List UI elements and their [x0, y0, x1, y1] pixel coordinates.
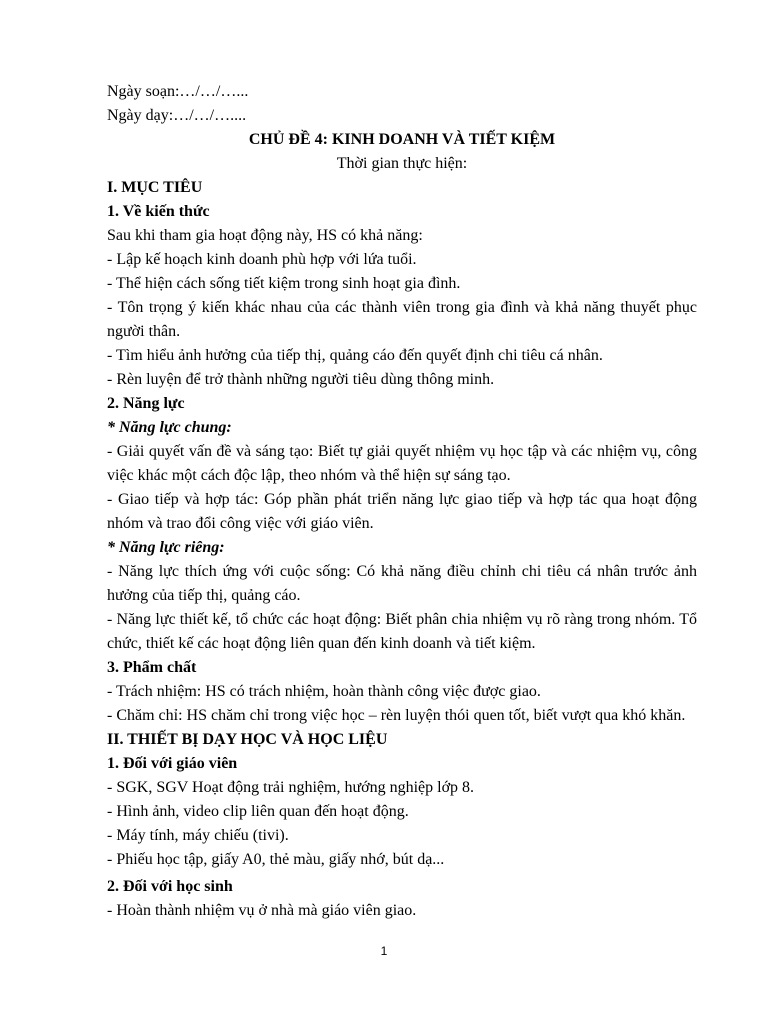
quality-item: - Trách nhiệm: HS có trách nhiệm, hoàn thành công việc được giao.	[107, 683, 541, 700]
knowledge-item: - Rèn luyện để trở thành những người tiêu dùng thông minh.	[107, 371, 495, 388]
general-competence-item: - Giải quyết vấn đề và sáng tạo: Biết tự giải quyết nhiệm vụ học tập và các nhiệm vụ, công việc khác một cách độc lập, theo nhóm và thể hiện sự sáng tạo.	[107, 443, 697, 484]
knowledge-heading: 1. Về kiến thức	[107, 203, 210, 220]
general-competence-item: - Giao tiếp và hợp tác: Góp phần phát triển năng lực giao tiếp và hợp tác qua hoạt động nhóm và trao đổi công việc với giáo viên.	[107, 491, 697, 532]
specific-competence-item: - Năng lực thiết kế, tổ chức các hoạt động: Biết phân chia nhiệm vụ rõ ràng trong nhóm. Tổ chức, thiết kế các hoạt động liên quan đến kinh doanh và tiết kiệm.	[107, 611, 697, 652]
prep-date: Ngày soạn:…/…/…...	[107, 83, 249, 100]
teacher-heading: 1. Đối với giáo viên	[107, 755, 238, 772]
knowledge-item: - Tôn trọng ý kiến khác nhau của các thành viên trong gia đình và khả năng thuyết phục người thân.	[107, 299, 697, 340]
knowledge-item: - Tìm hiểu ảnh hưởng của tiếp thị, quảng cáo đến quyết định chi tiêu cá nhân.	[107, 347, 603, 364]
topic-title: CHỦ ĐỀ 4: KINH DOANH VÀ TIẾT KIỆM	[248, 131, 556, 148]
quality-heading: 3. Phẩm chất	[107, 659, 197, 676]
duration-label: Thời gian thực hiện:	[336, 155, 468, 172]
general-competence-heading: * Năng lực chung:	[107, 419, 232, 436]
student-item: - Hoàn thành nhiệm vụ ở nhà mà giáo viên giao.	[107, 902, 417, 919]
knowledge-intro: Sau khi tham gia hoạt động này, HS có khả năng:	[107, 227, 423, 244]
knowledge-item: - Thể hiện cách sống tiết kiệm trong sinh hoạt gia đình.	[107, 275, 461, 292]
specific-competence-item: - Năng lực thích ứng với cuộc sống: Có khả năng điều chỉnh chi tiêu cá nhân trước ảnh hưởng của tiếp thị, quảng cáo.	[107, 563, 697, 604]
teacher-item: - Phiếu học tập, giấy A0, thẻ màu, giấy nhớ, bút dạ...	[107, 851, 445, 868]
section-equipment-heading: II. THIẾT BỊ DẠY HỌC VÀ HỌC LIỆU	[107, 731, 388, 748]
competence-heading: 2. Năng lực	[107, 395, 185, 412]
teacher-item: - Máy tính, máy chiếu (tivi).	[107, 827, 289, 844]
page-number: 1	[380, 944, 388, 958]
quality-item: - Chăm chỉ: HS chăm chỉ trong việc học – rèn luyện thói quen tốt, biết vượt qua khó khăn.	[107, 707, 686, 724]
section-objectives-heading: I. MỤC TIÊU	[107, 179, 203, 196]
knowledge-item: - Lập kế hoạch kinh doanh phù hợp với lứa tuổi.	[107, 251, 417, 268]
teach-date: Ngày dạy:…/…/…....	[107, 107, 247, 124]
specific-competence-heading: * Năng lực riêng:	[107, 539, 225, 556]
teacher-item: - SGK, SGV Hoạt động trải nghiệm, hướng nghiệp lớp 8.	[107, 779, 475, 796]
teacher-item: - Hình ảnh, video clip liên quan đến hoạt động.	[107, 803, 409, 820]
document-page	[107, 80, 697, 923]
student-heading: 2. Đối với học sinh	[107, 878, 233, 895]
